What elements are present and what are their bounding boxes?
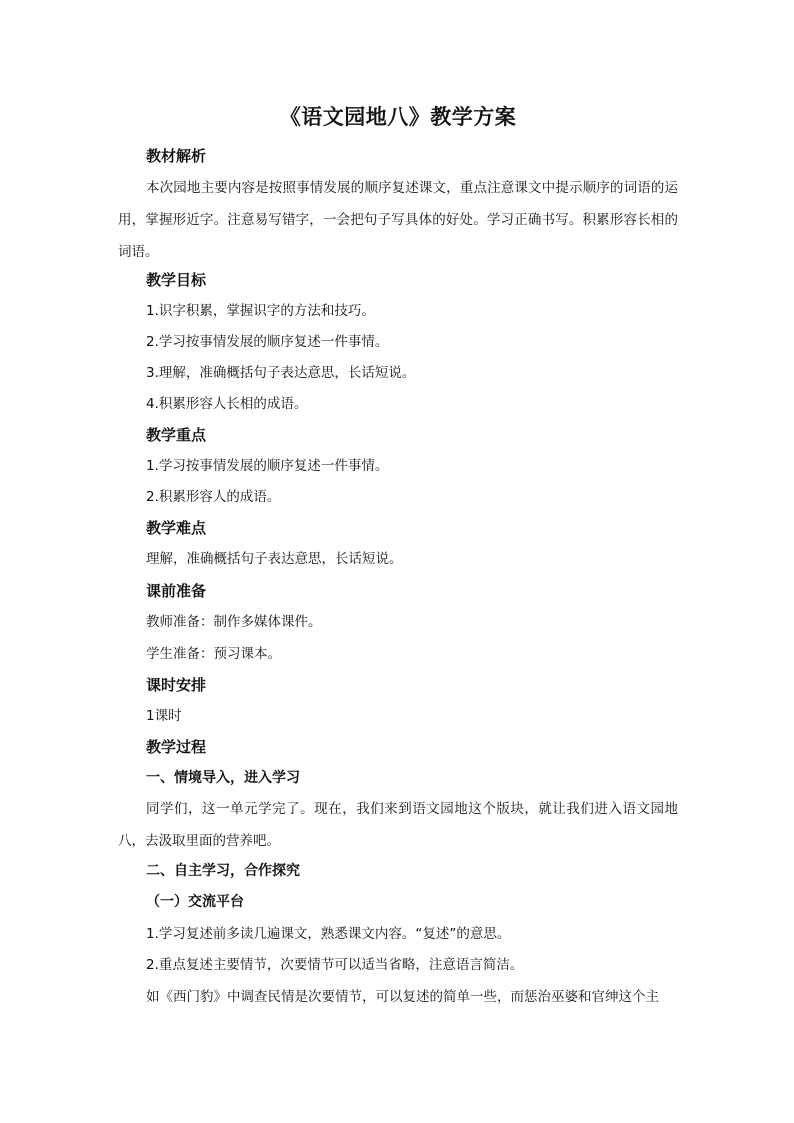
- section-heading-process: 教学过程: [146, 738, 207, 756]
- section-heading-key-points: 教学重点: [146, 426, 207, 444]
- section-heading-analysis: 教材解析: [146, 147, 207, 165]
- key-point-item: 1.学习按事情发展的顺序复述一件事情。: [146, 458, 389, 474]
- section-heading-schedule: 课时安排: [146, 676, 207, 694]
- analysis-paragraph: 本次园地主要内容是按照事情发展的顺序复述课文，重点注意课文中提示顺序的词语的运用，掌握形近字。注意易写错字，一会把句子写具体的好处。学习正确书写。积累形容长相的词语。: [118, 180, 678, 260]
- process-step-title: 一、情境导入，进入学习: [146, 770, 300, 786]
- section-heading-difficulties: 教学难点: [146, 519, 207, 537]
- process-step-paragraph: 同学们，这一单元学完了。现在，我们来到语文园地这个版块，就让我们进入语文园地八，去汲取里面的营养吧。: [118, 801, 678, 849]
- process-subsection-title: （一）交流平台: [146, 894, 244, 910]
- process-step-title: 二、自主学习，合作探究: [146, 863, 300, 879]
- goal-item: 3.理解，准确概括句子表达意思，长话短说。: [146, 365, 416, 381]
- difficulties-paragraph: 理解，准确概括句子表达意思，长话短说。: [146, 551, 403, 567]
- goal-item: 4.积累形容人长相的成语。: [146, 396, 308, 412]
- process-item: 1.学习复述前多读几遍课文，熟悉课文内容。“复述”的意思。: [146, 926, 511, 942]
- process-paragraph: 如《西门豹》中调查民情是次要情节，可以复述的简单一些，而惩治巫婆和官绅这个主: [146, 989, 659, 1005]
- goal-item: 1.识字积累，掌握识字的方法和技巧。: [146, 303, 375, 319]
- process-item: 2.重点复述主要情节，次要情节可以适当省略，注意语言简洁。: [146, 957, 524, 973]
- teacher-preparation: 教师准备：制作多媒体课件。: [146, 614, 322, 630]
- student-preparation: 学生准备：预习课本。: [146, 646, 281, 662]
- section-heading-preparation: 课前准备: [146, 582, 207, 600]
- section-heading-goals: 教学目标: [146, 271, 207, 289]
- key-point-item: 2.积累形容人的成语。: [146, 489, 281, 505]
- goal-item: 2.学习按事情发展的顺序复述一件事情。: [146, 334, 389, 350]
- page-title: 《语文园地八》教学方案: [279, 104, 517, 129]
- schedule-text: 1课时: [146, 708, 182, 724]
